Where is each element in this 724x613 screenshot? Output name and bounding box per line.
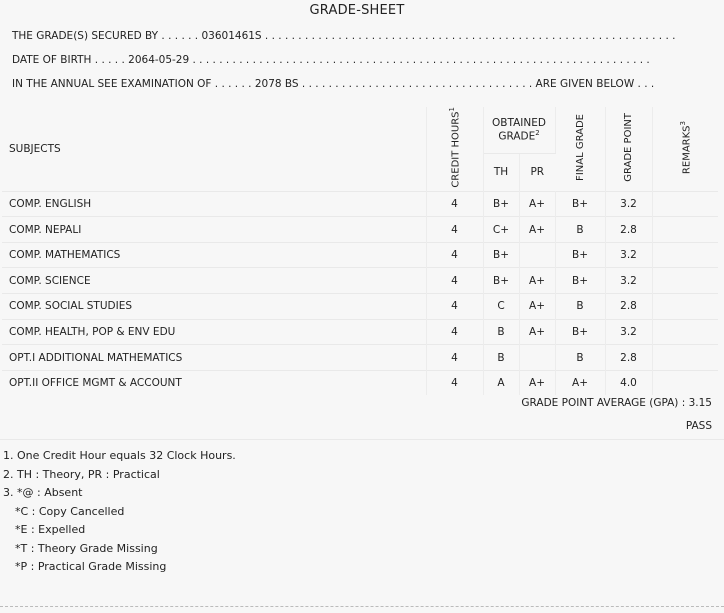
remarks-cell <box>652 319 718 345</box>
remarks-cell <box>652 242 718 268</box>
final-grade-cell: B <box>555 345 605 371</box>
subject-cell: COMP. SOCIAL STUDIES <box>2 294 426 320</box>
header-credit-hours-label: CREDIT HOURS <box>450 111 462 188</box>
header-grade-point <box>605 107 652 191</box>
remarks-cell <box>652 370 718 395</box>
grade-point-cell: 3.2 <box>605 191 652 217</box>
gpa-summary: GRADE POINT AVERAGE (GPA) : 3.15 <box>521 397 712 409</box>
header-final-grade <box>555 107 605 191</box>
footnotes <box>3 447 236 577</box>
footnote-marker: 1 <box>448 107 457 112</box>
pr-grade-cell <box>519 345 555 371</box>
footnote-marker: 3 <box>679 120 688 126</box>
grade-point-cell: 2.8 <box>605 345 652 371</box>
final-grade-cell: B+ <box>555 268 605 294</box>
th-grade-cell: B+ <box>483 268 519 294</box>
credit-cell: 4 <box>426 217 483 243</box>
pr-grade-cell: A+ <box>519 268 555 294</box>
header-subjects: SUBJECTS <box>2 107 426 191</box>
subject-cell: COMP. NEPALI <box>2 217 426 243</box>
credit-cell: 4 <box>426 319 483 345</box>
th-grade-cell: B+ <box>483 242 519 268</box>
table-row <box>2 319 718 345</box>
footnote-3-theory-missing: *T : Theory Grade Missing <box>15 541 158 555</box>
final-grade-cell: B <box>555 217 605 243</box>
secured-by-line: THE GRADE(S) SECURED BY . . . . . . 03601461S . . . . . . . . . . . . . . . . . . . . . . . . . . . . . . . . . . . . . . . . . . . . . . . . . . . . . . . . . . . . . . <box>12 30 676 42</box>
grade-point-cell: 2.8 <box>605 294 652 320</box>
credit-cell: 4 <box>426 191 483 217</box>
pr-grade-cell <box>519 242 555 268</box>
grade-point-cell: 3.2 <box>605 268 652 294</box>
pr-grade-cell: A+ <box>519 217 555 243</box>
grade-point-cell: 2.8 <box>605 217 652 243</box>
remarks-cell <box>652 217 718 243</box>
final-grade-cell: B+ <box>555 319 605 345</box>
remarks-cell <box>652 345 718 371</box>
examination-line: IN THE ANNUAL SEE EXAMINATION OF . . . . . . 2078 BS . . . . . . . . . . . . . . . . . . . . . . . . . . . . . . . . . . . ARE GIVEN BELOW . . . <box>12 78 655 90</box>
footnote-3-expelled: *E : Expelled <box>15 523 86 536</box>
table-row <box>2 345 718 371</box>
subject-cell: OPT.I ADDITIONAL MATHEMATICS <box>2 345 426 371</box>
final-grade-cell: B <box>555 294 605 320</box>
subject-cell: OPT.II OFFICE MGMT & ACCOUNT <box>2 370 426 395</box>
final-grade-cell: B+ <box>555 242 605 268</box>
subject-cell: COMP. HEALTH, POP & ENV EDU <box>2 319 426 345</box>
dashed-divider <box>0 606 724 607</box>
header-remarks-label: REMARKS <box>681 125 693 174</box>
credit-cell: 4 <box>426 345 483 371</box>
table-row <box>2 217 718 243</box>
header-final-grade-label: FINAL GRADE <box>574 113 586 181</box>
header-credit-hours <box>426 107 483 191</box>
pr-grade-cell: A+ <box>519 191 555 217</box>
section-divider <box>0 439 724 440</box>
header-pr: PR <box>530 166 545 179</box>
subject-cell: COMP. MATHEMATICS <box>2 242 426 268</box>
pr-grade-cell: A+ <box>519 294 555 320</box>
credit-cell: 4 <box>426 268 483 294</box>
footnote-2: 2. TH : Theory, PR : Practical <box>3 467 160 481</box>
table-row <box>2 242 718 268</box>
table-row <box>2 191 718 217</box>
th-grade-cell: C <box>483 294 519 320</box>
header-th: TH <box>483 153 519 191</box>
pr-grade-cell: A+ <box>519 370 555 395</box>
header-obtained-grade-label: OBTAINED GRADE <box>492 117 546 143</box>
th-grade-cell: B <box>483 345 519 371</box>
footnote-1: 1. One Credit Hour equals 32 Clock Hours. <box>3 449 236 462</box>
footnote-marker: 2 <box>535 129 540 138</box>
credit-cell: 4 <box>426 294 483 320</box>
header-obtained-grade <box>483 107 555 153</box>
grade-point-cell: 3.2 <box>605 319 652 345</box>
header-grade-point-label: GRADE POINT <box>623 112 635 182</box>
th-grade-cell: C+ <box>483 217 519 243</box>
final-grade-cell: A+ <box>555 370 605 395</box>
credit-cell: 4 <box>426 370 483 395</box>
remarks-cell <box>652 268 718 294</box>
header-remarks <box>652 107 718 191</box>
grade-table <box>2 107 718 395</box>
footnote-3-copy-cancelled: *C : Copy Cancelled <box>15 504 125 518</box>
table-row <box>2 294 718 320</box>
table-header-row <box>2 107 718 153</box>
credit-cell: 4 <box>426 242 483 268</box>
subject-cell: COMP. ENGLISH <box>2 191 426 217</box>
subject-cell: COMP. SCIENCE <box>2 268 426 294</box>
date-of-birth-line: DATE OF BIRTH . . . . . 2064-05-29 . . . . . . . . . . . . . . . . . . . . . . . . . . . . . . . . . . . . . . . . . . . . . . . . . . . . . . . . . . . . . . . . . . . . . <box>12 54 650 66</box>
grade-point-cell: 4.0 <box>605 370 652 395</box>
th-grade-cell: B <box>483 319 519 345</box>
table-row <box>2 370 718 395</box>
grade-point-cell: 3.2 <box>605 242 652 268</box>
final-grade-cell: B+ <box>555 191 605 217</box>
table-row <box>2 268 718 294</box>
remarks-cell <box>652 191 718 217</box>
result-status: PASS <box>685 420 712 432</box>
footnote-3: 3. *@ : Absent <box>3 486 83 499</box>
th-grade-cell: B+ <box>483 191 519 217</box>
pr-grade-cell: A+ <box>519 319 555 345</box>
footnote-3-practical-missing: *P : Practical Grade Missing <box>15 560 167 573</box>
remarks-cell <box>652 294 718 320</box>
th-grade-cell: A <box>483 370 519 395</box>
page-title: GRADE-SHEET <box>309 3 405 18</box>
